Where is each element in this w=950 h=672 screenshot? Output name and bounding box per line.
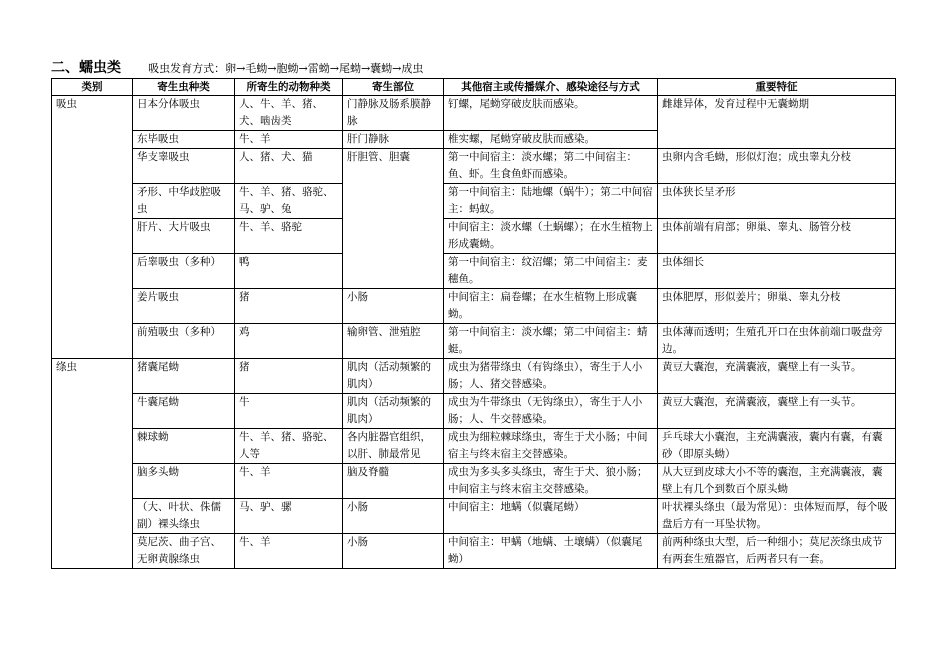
site-cell: 门静脉及肠系膜静脉 [343, 96, 444, 131]
species-cell: 牛囊尾蚴 [133, 394, 235, 429]
hosts-cell: 牛、羊、猪、骆驼、马、驴、兔 [235, 184, 343, 219]
hosts-cell: 牛、羊 [235, 464, 343, 499]
header-feature: 重要特征 [658, 79, 896, 96]
category-cell: 绦虫 [52, 359, 133, 569]
species-cell: 姜片吸虫 [133, 289, 235, 324]
hosts-cell: 马、驴、骡 [235, 499, 343, 534]
feature-cell: 前两种绦虫大型，后一种细小；莫尼茨绦虫成节有两套生殖器官，后两者只有一套。 [658, 534, 896, 569]
header-hosts: 所寄生的动物种类 [235, 79, 343, 96]
table-header-row [52, 79, 896, 96]
species-cell: 肝片、大片吸虫 [133, 219, 235, 254]
site-cell: 肝胆管、胆囊 [343, 149, 444, 289]
header-category: 类别 [52, 79, 133, 96]
transmission-cell: 中间宿主：甲螨（地螨、土壤螨）（似囊尾蚴） [444, 534, 658, 569]
table-row [52, 149, 896, 184]
species-cell: 矛形、中华歧腔吸虫 [133, 184, 235, 219]
feature-cell: 虫体细长 [658, 254, 896, 289]
transmission-cell: 第一中间宿主：淡水螺；第二中间宿主：鱼、虾。生食鱼虾而感染。 [444, 149, 658, 184]
transmission-cell: 第一中间宿主：纹沼螺；第二中间宿主：麦穗鱼。 [444, 254, 658, 289]
table-row [52, 429, 896, 464]
category-cell: 吸虫 [52, 96, 133, 359]
transmission-cell: 钉螺，尾蚴穿破皮肤而感染。 [444, 96, 658, 131]
site-cell: 各内脏器官组织，以肝、肺最常见 [343, 429, 444, 464]
species-cell: 脑多头蚴 [133, 464, 235, 499]
table-row [52, 394, 896, 429]
feature-cell: 虫体狭长呈矛形 [658, 184, 896, 219]
table-row [52, 324, 896, 359]
species-cell: 莫尼茨、曲子宫、无卵黄腺绦虫 [133, 534, 235, 569]
species-cell: （大、叶状、侏儒副）裸头绦虫 [133, 499, 235, 534]
header-transmission: 其他宿主或传播媒介、感染途径与方式 [444, 79, 658, 96]
transmission-cell: 中间宿主：淡水螺（土蜗螺）；在水生植物上形成囊蚴。 [444, 219, 658, 254]
header-species: 寄生虫种类 [133, 79, 235, 96]
transmission-cell: 第一中间宿主：淡水螺；第二中间宿主：蜻蜓。 [444, 324, 658, 359]
transmission-cell: 成虫为猪带绦虫（有钩绦虫），寄生于人小肠；人、猪交替感染。 [444, 359, 658, 394]
feature-cell: 虫体薄而透明；生殖孔开口在虫体前端口吸盘旁边。 [658, 324, 896, 359]
table-row [52, 219, 896, 254]
transmission-cell: 成虫为牛带绦虫（无钩绦虫），寄生于人小肠；人、牛交替感染。 [444, 394, 658, 429]
species-cell: 后睾吸虫（多种） [133, 254, 235, 289]
table-row [52, 464, 896, 499]
feature-cell: 虫体肥厚，形似姜片；卵巢、睾丸分枝 [658, 289, 896, 324]
feature-cell: 雌雄异体，发育过程中无囊蚴期 [658, 96, 896, 149]
hosts-cell: 人、猪、犬、猫 [235, 149, 343, 184]
transmission-cell: 中间宿主：扁卷螺；在水生植物上形成囊蚴。 [444, 289, 658, 324]
table-row [52, 289, 896, 324]
site-cell: 小肠 [343, 499, 444, 534]
header-site: 寄生部位 [343, 79, 444, 96]
hosts-cell: 牛、羊、猪、骆驼、人等 [235, 429, 343, 464]
site-cell: 小肠 [343, 289, 444, 324]
hosts-cell: 猪 [235, 359, 343, 394]
hosts-cell: 牛 [235, 394, 343, 429]
site-cell: 肝门静脉 [343, 131, 444, 149]
feature-cell: 虫体前端有肩部；卵巢、睾丸、肠管分枝 [658, 219, 896, 254]
species-cell: 棘球蚴 [133, 429, 235, 464]
table-row [52, 96, 896, 131]
species-cell: 东毕吸虫 [133, 131, 235, 149]
feature-cell: 黄豆大囊泡，充满囊液，囊壁上有一头节。 [658, 359, 896, 394]
table-row [52, 254, 896, 289]
species-cell: 日本分体吸虫 [133, 96, 235, 131]
site-cell: 脑及脊髓 [343, 464, 444, 499]
species-cell: 猪囊尾蚴 [133, 359, 235, 394]
transmission-cell: 成虫为多头多头绦虫，寄生于犬、狼小肠；中间宿主与终末宿主交替感染。 [444, 464, 658, 499]
section-title: 二、蠕虫类 [51, 60, 121, 76]
transmission-cell: 第一中间宿主：陆地螺（蜗牛）；第二中间宿主：蚂蚁。 [444, 184, 658, 219]
development-sequence: 吸虫发育方式：卵→毛蚴→胞蚴→雷蚴→尾蚴→囊蚴→成虫 [148, 62, 424, 75]
site-cell: 小肠 [343, 534, 444, 569]
hosts-cell: 猪 [235, 289, 343, 324]
hosts-cell: 牛、羊 [235, 534, 343, 569]
hosts-cell: 牛、羊 [235, 131, 343, 149]
table-row [52, 499, 896, 534]
feature-cell: 从大豆到皮球大小不等的囊泡，主充满囊液，囊壁上有几个到数百个原头蚴 [658, 464, 896, 499]
species-cell: 华支睾吸虫 [133, 149, 235, 184]
transmission-cell: 成虫为细粒棘球绦虫，寄生于犬小肠；中间宿主与终末宿主交替感染。 [444, 429, 658, 464]
feature-cell: 乒乓球大小囊泡，主充满囊液，囊内有囊，有囊砂（即原头蚴） [658, 429, 896, 464]
species-cell: 前殖吸虫（多种） [133, 324, 235, 359]
transmission-cell: 椎实螺，尾蚴穿破皮肤而感染。 [444, 131, 658, 149]
site-cell: 肌肉（活动频繁的肌肉） [343, 394, 444, 429]
feature-cell: 虫卵内含毛蚴，形似灯泡；成虫睾丸分枝 [658, 149, 896, 184]
transmission-cell: 中间宿主：地螨（似囊尾蚴） [444, 499, 658, 534]
feature-cell: 黄豆大囊泡，充满囊液，囊壁上有一头节。 [658, 394, 896, 429]
table-row [52, 359, 896, 394]
hosts-cell: 鸡 [235, 324, 343, 359]
hosts-cell: 人、牛、羊、猪、犬、啮齿类 [235, 96, 343, 131]
hosts-cell: 牛、羊、骆驼 [235, 219, 343, 254]
table-row [52, 534, 896, 569]
hosts-cell: 鸭 [235, 254, 343, 289]
site-cell: 输卵管、泄殖腔 [343, 324, 444, 359]
site-cell: 肌肉（活动频繁的肌肉） [343, 359, 444, 394]
parasite-table [51, 78, 896, 569]
section-header [51, 57, 423, 77]
table-row [52, 184, 896, 219]
feature-cell: 叶状裸头绦虫（最为常见）：虫体短而厚，每个吸盘后方有一耳坠状物。 [658, 499, 896, 534]
